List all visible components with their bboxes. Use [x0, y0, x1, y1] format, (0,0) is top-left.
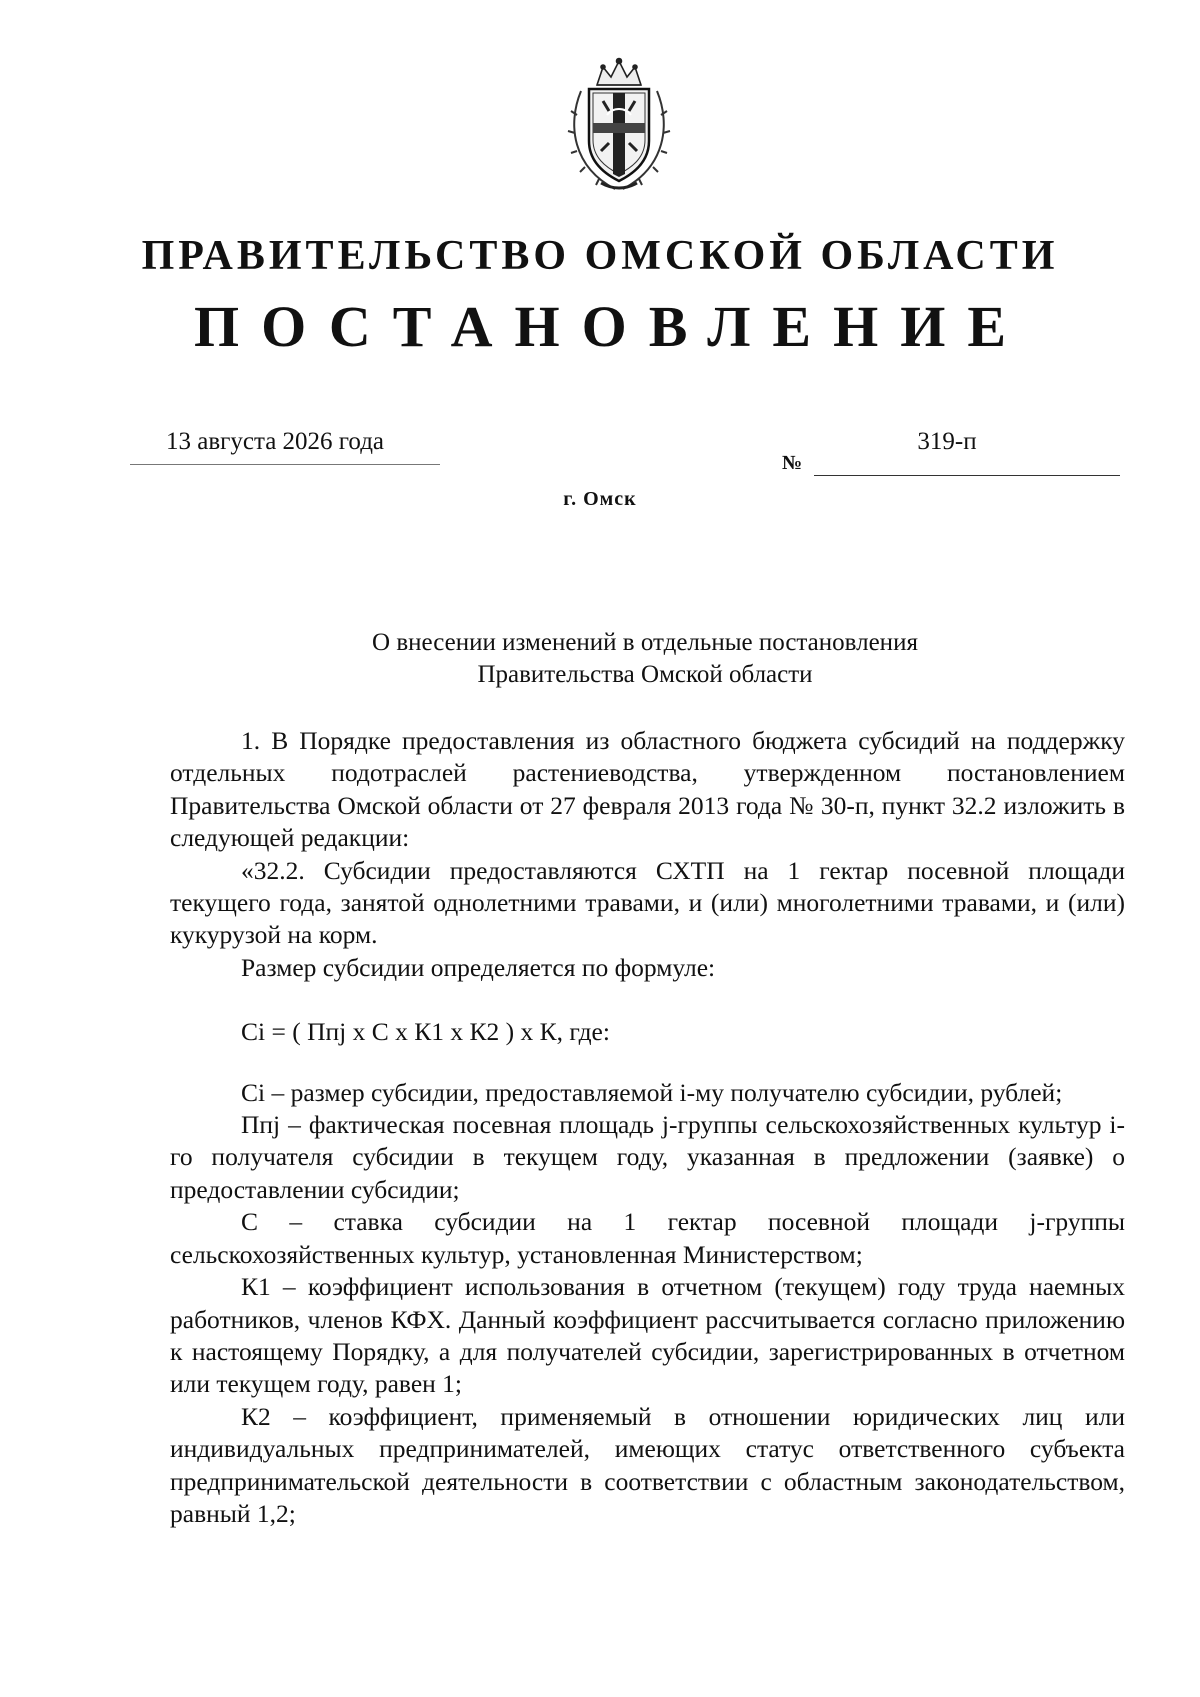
- definition-ci: Сi – размер субсидии, предоставляемой i-му получателю субсидии, рублей;: [241, 1077, 1063, 1107]
- date-underline: [130, 464, 440, 465]
- document-date: 13 августа 2026 года: [165, 428, 385, 455]
- subject-line-1: О внесении изменений в отдельные постановления: [372, 629, 918, 656]
- formula: Сi = ( Ппj х С х К1 х К2 ) х К, где:: [241, 1017, 610, 1047]
- date-field: [130, 428, 440, 465]
- definition-k2: К2 – коэффициент, применяемый в отношении юридических лиц или индивидуальных предпринимателей, имеющих статус ответственного субъекта предпринимательской деятельности в соответствии с областным законодательством, равный 1,2;: [170, 1401, 1125, 1528]
- document-kind: ПОСТАНОВЛЕНИЕ: [193, 294, 1029, 359]
- coat-of-arms-icon: [563, 55, 675, 195]
- definition-k1: К1 – коэффициент использования в отчетном (текущем) году труда наемных работников, членов КФХ. Данный коэффициент рассчитывается согласно приложению к настоящему Порядку, а для получателей субсидии, зарегистрированных в отчетном или текущем году, равен 1;: [170, 1272, 1125, 1399]
- paragraph-3: Размер субсидии определяется по формуле:: [241, 952, 716, 982]
- org-title: ПРАВИТЕЛЬСТВО ОМСКОЙ ОБЛАСТИ: [141, 233, 1059, 279]
- document-number: 319-п: [917, 428, 977, 455]
- number-field: [814, 428, 1120, 476]
- definition-ppj: Ппj – фактическая посевная площадь j-группы сельскохозяйственных культур i-го получателя субсидии в текущем году, указанная в предложении (заявке) о предоставлении субсидии;: [170, 1110, 1125, 1204]
- document-body: [170, 725, 1125, 1530]
- document-subject: [170, 627, 1120, 691]
- number-underline: [814, 475, 1120, 476]
- city: г. Омск: [563, 488, 637, 510]
- paragraph-2: «32.2. Субсидии предоставляются СХТП на 1 гектар посевной площади текущего года, занятой однолетними травами, и (или) многолетними травами, и (или) кукурузой на корм.: [170, 855, 1125, 950]
- number-label: №: [782, 452, 803, 474]
- subject-line-2: Правительства Омской области: [477, 661, 813, 688]
- paragraph-1: 1. В Порядке предоставления из областного бюджета субсидий на поддержку отдельных подотраслей растениеводства, утвержденном постановлением Правительства Омской области от 27 февраля 2013 года № 30-п, пункт 32.2 изложить в следующей редакции:: [170, 726, 1125, 853]
- definition-c: С – ставка субсидии на 1 гектар посевной площади j-группы сельскохозяйственных культур, установленная Министерством;: [170, 1207, 1125, 1269]
